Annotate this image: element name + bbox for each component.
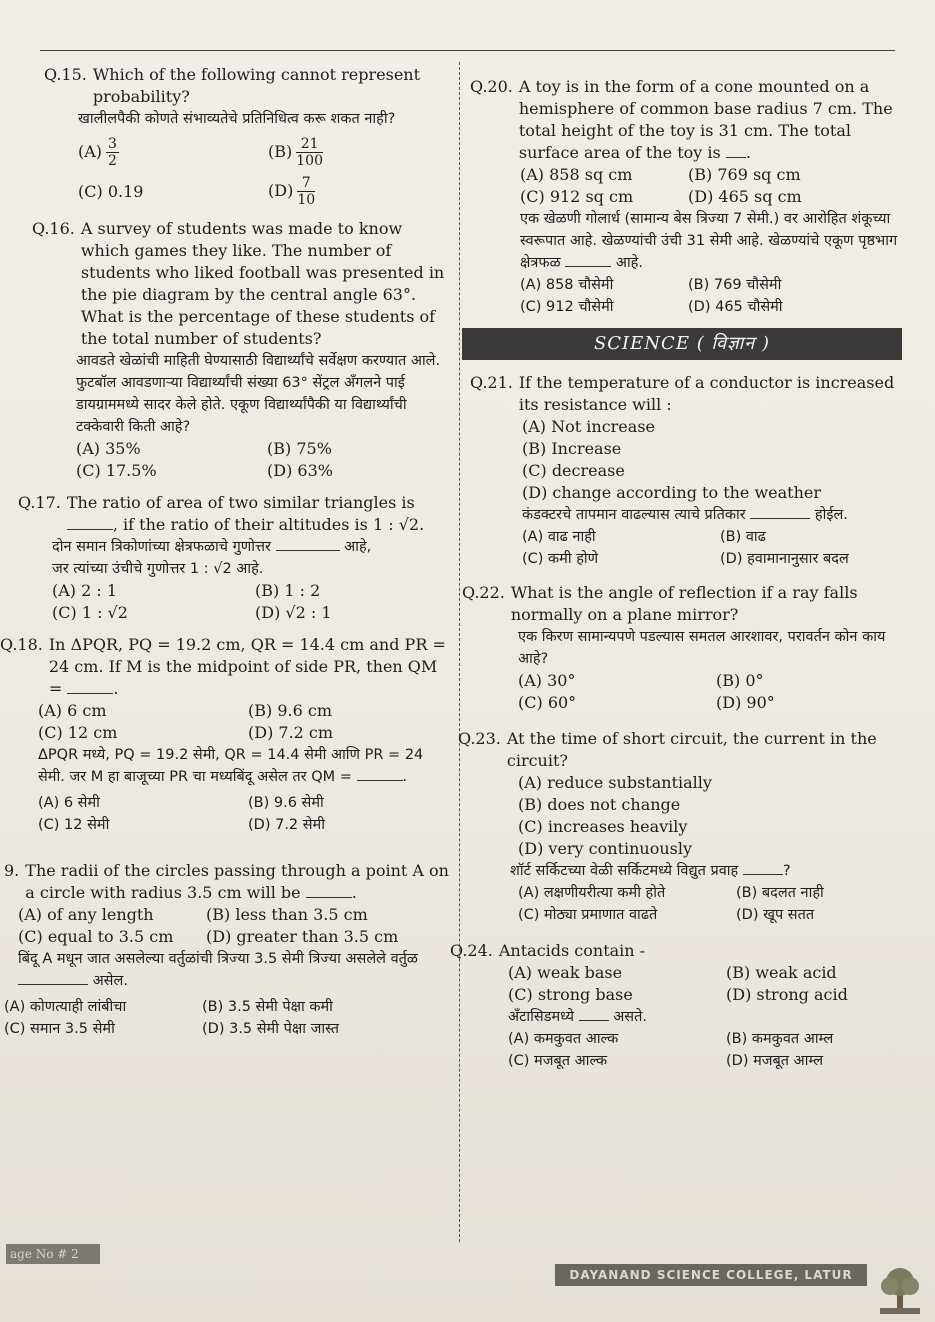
question-text-mr-cont: आहे. [615, 255, 643, 271]
option-d-mr[interactable]: (D) खूप सतत [736, 907, 815, 923]
question-23 [458, 728, 910, 926]
question-21 [470, 372, 910, 570]
option-c-mr[interactable]: (C) समान 3.5 सेमी [4, 1021, 115, 1037]
question-20: Q.20. A toy is in the form of a cone mounted on a hemisphere of common base radius 7 cm. The total height of the toy is 31 cm. The total surface area of the toy is . (A) 858 sq cm (B) 769 sq cm (C) 912 sq cm (D) 465 sq cm एक खेळणी गोलार्ध (सामान्य बेस त्रिज्या 7 सेमी.) वर आरोहित शंकूच्या स्वरूपात आहे. खेळण्यांची उंची 31 सेमी आहे. खेळण्यांचे एकूण पृष्ठभाग क्षेत्रफळ आहे. (A) 858 चौसेमी (B) 769 चौसेमी (C) 912 चौसेमी (D) 465 चौसेमी [470, 76, 910, 318]
option-b-mr[interactable]: (B) 9.6 सेमी [248, 795, 324, 811]
option-c[interactable]: (C) 912 sq cm [520, 187, 634, 206]
option-a[interactable]: (A) 858 sq cm [520, 165, 633, 184]
question-number: Q.21. [470, 373, 513, 392]
answer-blank [743, 860, 783, 875]
question-text-en: What is the angle of reflection if a ray falls normally on a plane mirror? [510, 583, 858, 624]
question-number: Q.18. [0, 635, 43, 654]
question-text-en: At the time of short circuit, the current in the circuit? [506, 729, 877, 770]
option-a-mr[interactable]: (A) कमकुवत आल्क [508, 1031, 619, 1047]
question-text-en: The radii of the circles passing through a point A on a circle with radius 3.5 cm will be [25, 861, 449, 902]
option-d-mr[interactable]: (D) मजबूत आम्ल [726, 1053, 824, 1069]
question-number: Q.22. [462, 583, 505, 602]
question-18: Q.18. In ΔPQR, PQ = 19.2 cm, QR = 14.4 cm and PR = 24 cm. If M is the midpoint of side PR, then QM = . (A) 6 cm (B) 9.6 cm (C) 12 cm (D) 7.2 cm ΔPQR मध्ये, PQ = 19.2 सेमी, QR = 14.4 सेमी आणि PR = 24 सेमी. जर M हा बाजूच्या PR चा मध्यबिंदू असेल तर QM = . (A) 6 सेमी (B) 9.6 सेमी (C) 12 सेमी (D) 7.2 सेमी [0, 634, 450, 836]
question-text-mr: खालीलपैकी कोणते संभाव्यतेचे प्रतिनिधित्व करू शकत नाही? [78, 111, 396, 127]
question-number: Q.17. [18, 493, 61, 512]
option-c-mr[interactable]: (C) मोठ्या प्रमाणात वाढते [518, 907, 658, 923]
option-c[interactable]: (C) 12 cm [38, 723, 118, 742]
option-b[interactable]: (B) 9.6 cm [248, 701, 332, 720]
question-text-mr-cont: असेल. [92, 973, 128, 989]
option-d[interactable]: (D) 7.2 cm [248, 723, 334, 742]
option-a-mr[interactable]: (A) वाढ नाही [522, 529, 596, 545]
option-b[interactable]: (B) weak acid [726, 963, 837, 982]
question-text-mr-line3: जर त्यांच्या उंचीचे गुणोत्तर 1 : √2 आहे. [52, 561, 264, 577]
option-d[interactable]: (D) 90° [716, 693, 775, 712]
question-text-mr: बिंदू A मधून जात असलेल्या वर्तुळांची त्रिज्या 3.5 सेमी त्रिज्या असलेले वर्तुळ [18, 951, 418, 967]
question-text-en: In ΔPQR, PQ = 19.2 cm, QR = 14.4 cm and PR = 24 cm. If M is the midpoint of side PR, then QM = [48, 635, 446, 698]
option-c-mr[interactable]: (C) 912 चौसेमी [520, 299, 614, 315]
option-a[interactable]: (A) reduce substantially [518, 773, 712, 792]
option-d-mr[interactable]: (D) 7.2 सेमी [248, 817, 325, 833]
tree-emblem-icon [872, 1262, 928, 1318]
top-rule [40, 50, 895, 51]
question-number: Q.20. [470, 77, 513, 96]
option-a-mr[interactable]: (A) लक्षणीयरीत्या कमी होते [518, 885, 666, 901]
question-16 [18, 218, 450, 482]
left-column [0, 64, 450, 1048]
answer-blank [750, 504, 810, 519]
question-number: 9. [4, 861, 20, 880]
option-d-mr[interactable]: (D) हवामानानुसार बदल [720, 551, 849, 567]
option-a[interactable]: (A) of any length [18, 905, 154, 924]
question-number: Q.16. [32, 219, 75, 238]
option-d-mr[interactable]: (D) 3.5 सेमी पेक्षा जास्त [202, 1021, 340, 1037]
question-text-mr-cont: असते. [613, 1009, 647, 1025]
question-text-mr-cont: होईल. [814, 507, 848, 523]
option-a[interactable]: (A) Not increase [522, 417, 655, 436]
option-d[interactable]: (D) $\frac{7}{10}$ [268, 175, 316, 208]
question-text-mr: एक किरण सामान्यपणे पडल्यास समतल आरशावर, परावर्तन कोन काय आहे? [518, 629, 886, 667]
question-19: 9. The radii of the circles passing through a point A on a circle with radius 3.5 cm will be . (A) of any length (B) less than 3.5 cm (C) equal to 3.5 cm (D) greater than 3.5 cm बिंदू A मधून जात असलेल्या वर्तुळांची त्रिज्या 3.5 सेमी त्रिज्या असलेले वर्तुळ असेल. (A) कोणत्याही लांबीचा (B) 3.5 सेमी पेक्षा कमी (C) समान 3.5 सेमी (D) 3.5 सेमी पेक्षा जास्त [4, 860, 450, 1040]
option-b[interactable]: (B) Increase [522, 439, 622, 458]
option-c[interactable]: (C) 0.19 [78, 181, 144, 201]
option-c[interactable]: (C) 1 : √2 [52, 603, 128, 622]
page-number-footer: age No # 2 [6, 1244, 100, 1264]
option-a[interactable]: (A) weak base [508, 963, 623, 982]
option-b[interactable]: (B) 75% [267, 439, 332, 458]
option-b[interactable]: (B) does not change [518, 795, 681, 814]
question-text-mr: एक खेळणी गोलार्ध (सामान्य बेस त्रिज्या 7 सेमी.) वर आरोहित शंकूच्या स्वरूपात आहे. खेळण्यांची उंची 31 सेमी आहे. खेळण्यांचे एकूण पृष्ठभाग क्षेत्रफळ [520, 211, 898, 271]
option-d[interactable]: (D) √2 : 1 [255, 603, 332, 622]
option-b[interactable]: (B) 769 sq cm [688, 165, 801, 184]
answer-blank [276, 536, 340, 551]
option-c[interactable]: (C) 60° [518, 693, 577, 712]
option-b-mr[interactable]: (B) बदलत नाही [736, 885, 824, 901]
option-c[interactable]: (C) 17.5% [76, 461, 157, 480]
option-d-mr[interactable]: (D) 465 चौसेमी [688, 299, 783, 315]
option-d[interactable]: (D) greater than 3.5 cm [206, 927, 399, 946]
option-c-mr[interactable]: (C) 12 सेमी [38, 817, 110, 833]
question-text-mr: शॉर्ट सर्किटच्या वेळी सर्किटमध्ये विद्युत प्रवाह [510, 863, 739, 879]
option-a-mr[interactable]: (A) 6 सेमी [38, 795, 100, 811]
answer-blank [579, 1006, 609, 1021]
option-b[interactable]: (B) less than 3.5 cm [206, 905, 368, 924]
question-text-en: A survey of students was made to know which games they like. The number of students who liked football was presented in the pie diagram by the central angle 63°. What is the percentage of these students of the total number of students? [80, 219, 445, 348]
science-section-banner: SCIENCE ( विज्ञान ) [462, 328, 902, 360]
option-a-mr[interactable]: (A) कोणत्याही लांबीचा [4, 999, 127, 1015]
question-24 [450, 940, 910, 1072]
option-c[interactable]: (C) strong base [508, 985, 633, 1004]
question-text-mr-cont: आहे, [344, 539, 372, 555]
option-a-mr[interactable]: (A) 858 चौसेमी [520, 277, 614, 293]
question-text-mr-cont: ? [782, 863, 791, 879]
question-number: Q.15. [44, 65, 87, 84]
question-text-en: The ratio of area of two similar triangles is [66, 493, 415, 512]
question-text-en: A toy is in the form of a cone mounted on a hemisphere of common base radius 7 cm. The total height of the toy is 31 cm. The total surface area of the toy is [518, 77, 893, 162]
option-b[interactable]: (B) $\frac{21}{100}$ [268, 136, 323, 169]
option-a[interactable]: (A) 6 cm [38, 701, 107, 720]
option-b-mr[interactable]: (B) कमकुवत आम्ल [726, 1031, 834, 1047]
right-column [450, 76, 910, 1080]
option-d[interactable]: (D) 63% [267, 461, 333, 480]
option-c[interactable]: (C) decrease [522, 461, 625, 480]
option-c-mr[interactable]: (C) मजबूत आल्क [508, 1053, 608, 1069]
option-d[interactable]: (D) change according to the weather [522, 483, 822, 502]
option-d[interactable]: (D) strong acid [726, 985, 848, 1004]
option-a[interactable]: (A) $\frac{3}{2}$ [78, 136, 117, 169]
question-number: Q.24. [450, 941, 493, 960]
option-c[interactable]: (C) increases heavily [518, 817, 688, 836]
college-name-footer: DAYANAND SCIENCE COLLEGE, LATUR [555, 1264, 867, 1286]
question-text-mr: ΔPQR मध्ये, PQ = 19.2 सेमी, QR = 14.4 सेमी आणि PR = 24 सेमी. जर M हा बाजूच्या PR चा मध्यबिंदू असेल तर QM = [38, 747, 424, 785]
question-text-mr: कंडक्टरचे तापमान वाढल्यास त्याचे प्रतिकार [522, 507, 746, 523]
question-text-mr: अँटासिडमध्ये [508, 1009, 574, 1025]
answer-blank [357, 766, 403, 781]
question-text-en: Which of the following cannot represent probability? [92, 65, 421, 106]
question-text-en: If the temperature of a conductor is increased its resistance will : [518, 373, 895, 414]
option-c-mr[interactable]: (C) कमी होणे [522, 551, 599, 567]
option-b-mr[interactable]: (B) 769 चौसेमी [688, 277, 782, 293]
question-22 [462, 582, 910, 714]
answer-blank [726, 143, 746, 158]
answer-blank [67, 515, 113, 530]
option-a[interactable]: (A) 30° [518, 671, 576, 690]
option-b[interactable]: (B) 0° [716, 671, 764, 690]
option-b-mr[interactable]: (B) वाढ [720, 529, 766, 545]
answer-blank [306, 883, 352, 898]
question-number: Q.23. [458, 729, 501, 748]
option-c[interactable]: (C) equal to 3.5 cm [18, 927, 174, 946]
answer-blank [18, 970, 88, 985]
answer-blank [565, 252, 611, 267]
option-d[interactable]: (D) very continuously [518, 839, 693, 858]
question-text-en-cont: , if the ratio of their altitudes is 1 : √2. [112, 515, 425, 534]
option-a[interactable]: (A) 35% [76, 439, 141, 458]
question-text-en: Antacids contain - [498, 941, 646, 960]
answer-blank [67, 679, 113, 694]
option-d[interactable]: (D) 465 sq cm [688, 187, 802, 206]
option-b[interactable]: (B) 1 : 2 [255, 581, 321, 600]
option-a[interactable]: (A) 2 : 1 [52, 581, 118, 600]
question-text-mr: आवडते खेळांची माहिती घेण्यासाठी विद्यार्थ्यांचे सर्वेक्षण करण्यात आले. फुटबॉल आवडणाऱ्या विद्यार्थ्यांची संख्या 63° सेंट्रल अँगलने पाई डायग्राममध्ये सादर केले होते. एकूण विद्यार्थ्यांपैकी या विद्यार्थ्यांची टक्केवारी किती आहे? [76, 353, 441, 435]
question-15 [18, 64, 450, 208]
question-17 [18, 492, 450, 624]
question-text-mr: दोन समान त्रिकोणांच्या क्षेत्रफळाचे गुणोत्तर [52, 539, 271, 555]
option-b-mr[interactable]: (B) 3.5 सेमी पेक्षा कमी [202, 999, 333, 1015]
